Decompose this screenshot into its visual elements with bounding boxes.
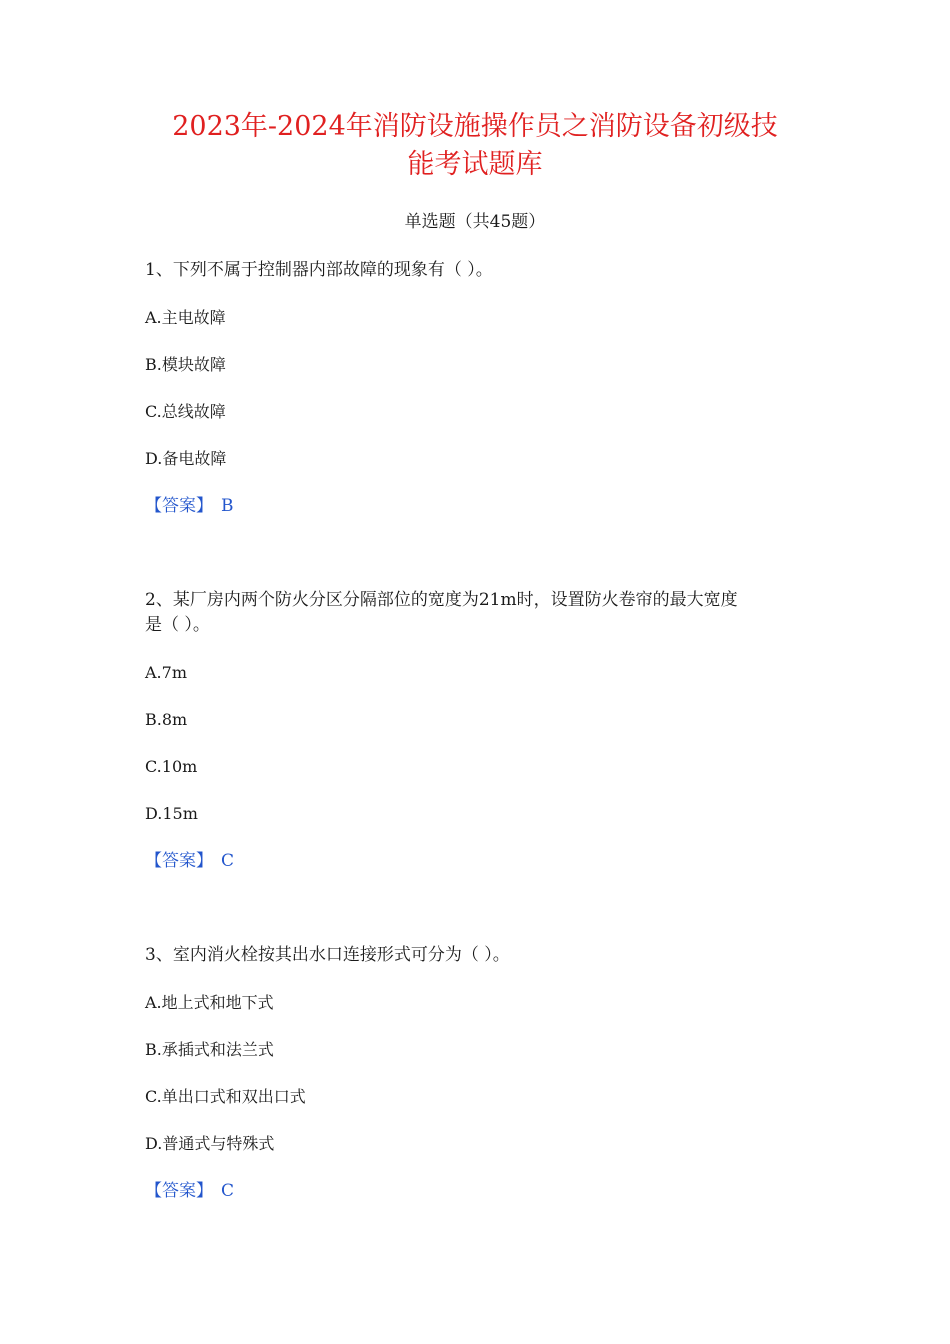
question-2-answer — [145, 849, 234, 873]
title-line-1: 2023年-2024年消防设施操作员之消防设备初级技 — [172, 111, 778, 142]
answer-label: 【答案】 — [145, 851, 213, 871]
question-2-option-c: C.10m — [145, 757, 198, 776]
question-1-option-a: A.主电故障 — [145, 308, 226, 327]
question-3-option-c: C.单出口式和双出口式 — [145, 1087, 306, 1106]
question-stem-line: 2、某厂房内两个防火分区分隔部位的宽度为21m时，设置防火卷帘的最大宽度 — [145, 590, 738, 610]
question-3-option-b: B.承插式和法兰式 — [145, 1040, 274, 1059]
question-1-option-d: D.备电故障 — [145, 449, 227, 468]
question-1-stem — [145, 258, 825, 283]
question-1-option-b: B.模块故障 — [145, 355, 226, 374]
answer-value: C — [221, 1181, 235, 1201]
question-3-option-a: A.地上式和地下式 — [145, 993, 274, 1012]
answer-label: 【答案】 — [145, 1181, 213, 1201]
answer-label: 【答案】 — [145, 496, 213, 516]
question-2-option-b: B.8m — [145, 710, 188, 729]
question-stem-line: 3、室内消火栓按其出水口连接形式可分为（ ）。 — [145, 945, 510, 965]
question-2-option-d: D.15m — [145, 804, 198, 823]
question-stem-line: 1、下列不属于控制器内部故障的现象有（ ）。 — [145, 260, 493, 280]
title-line-2: 能考试题库 — [407, 149, 543, 180]
question-3-option-d: D.普通式与特殊式 — [145, 1134, 275, 1153]
question-3-stem — [145, 943, 825, 968]
question-3-answer — [145, 1179, 234, 1203]
question-2-option-a: A.7m — [145, 663, 187, 682]
document-title — [120, 108, 830, 184]
question-stem-line: 是（ ）。 — [145, 615, 210, 635]
section-heading: 单选题（共45题） — [404, 212, 546, 232]
question-1-option-c: C.总线故障 — [145, 402, 226, 421]
answer-value: C — [221, 851, 235, 871]
answer-value: B — [221, 496, 234, 516]
question-2-stem — [145, 588, 825, 638]
question-1-answer — [145, 494, 234, 518]
